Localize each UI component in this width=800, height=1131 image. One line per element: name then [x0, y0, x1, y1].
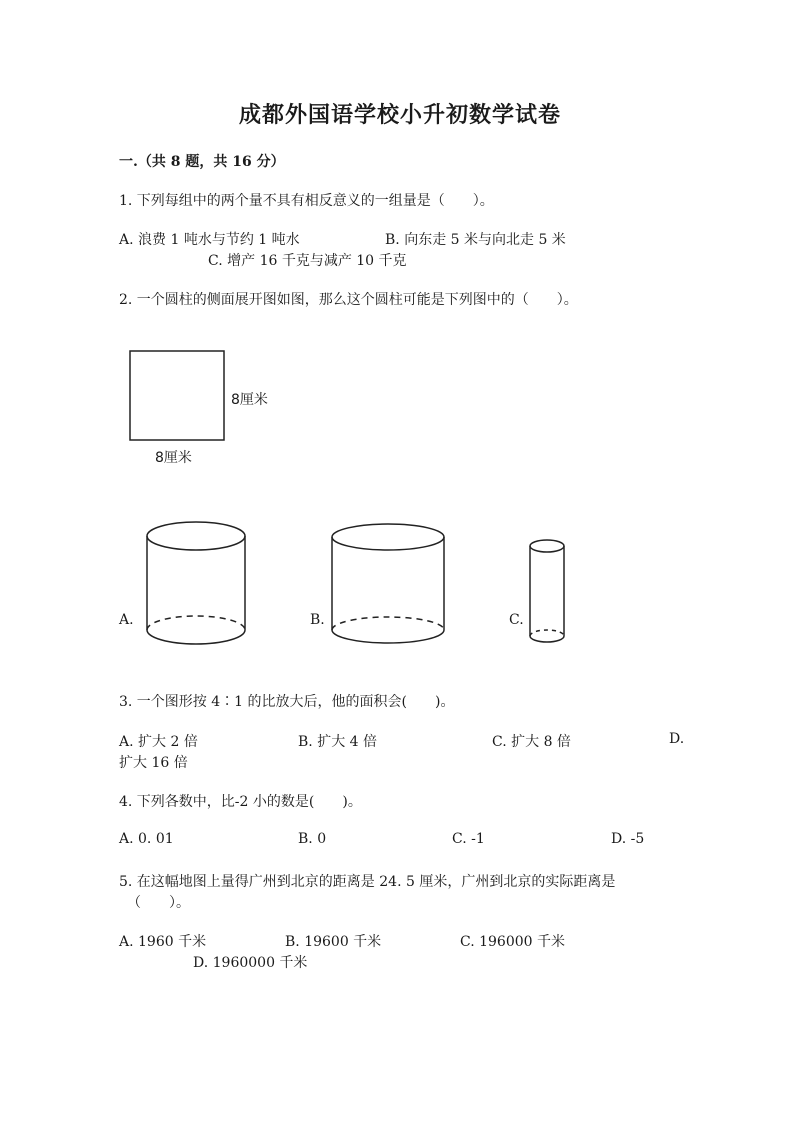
unfolded-side-square [130, 351, 224, 440]
question-2-option-b: B. [310, 612, 325, 628]
question-5-option-a: A. 1960 千米 [119, 934, 207, 950]
question-2-stem: 2. 一个圆柱的侧面展开图如图，那么这个圆柱可能是下列图中的（ ）。 [119, 292, 578, 308]
question-4-option-c: C. -1 [452, 831, 485, 847]
side-length-label: 8厘米 [231, 392, 268, 408]
cylinder-b-figure [332, 524, 444, 643]
question-1-stem: 1. 下列每组中的两个量不具有相反意义的一组量是（ ）。 [119, 193, 494, 209]
question-5-stem-line-2: （ ）。 [127, 895, 190, 911]
section-heading: 一.（共 8 题，共 16 分） [119, 154, 285, 170]
question-2-option-c: C. [509, 612, 524, 628]
question-3-option-a: A. 扩大 2 倍 [119, 734, 198, 750]
question-5-option-d: D. 1960000 千米 [193, 955, 308, 971]
question-3-option-d-text: 扩大 16 倍 [119, 755, 188, 771]
question-3-stem: 3. 一个图形按 4∶1 的比放大后，他的面积会( )。 [119, 694, 455, 710]
question-2-option-a: A. [119, 612, 134, 628]
question-1-option-a: A. 浪费 1 吨水与节约 1 吨水 [119, 232, 300, 248]
cylinder-a-figure [147, 522, 245, 644]
cylinder-c-figure [530, 540, 564, 642]
question-4-option-d: D. -5 [611, 831, 645, 847]
question-5-option-c: C. 196000 千米 [460, 934, 566, 950]
question-3-option-b: B. 扩大 4 倍 [298, 734, 377, 750]
question-3-option-c: C. 扩大 8 倍 [492, 734, 571, 750]
question-5-stem-line-1: 5. 在这幅地图上量得广州到北京的距离是 24. 5 厘米，广州到北京的实际距离是 [119, 874, 616, 890]
question-4-option-b: B. 0 [298, 831, 327, 847]
page-title: 成都外国语学校小升初数学试卷 [238, 102, 561, 128]
bottom-length-label: 8厘米 [155, 450, 192, 466]
question-3-option-d-prefix: D. [669, 731, 685, 747]
question-4-option-a: A. 0. 01 [119, 831, 174, 847]
question-1-option-b: B. 向东走 5 米与向北走 5 米 [385, 232, 566, 248]
question-5-option-b: B. 19600 千米 [285, 934, 382, 950]
question-1-option-c: C. 增产 16 千克与减产 10 千克 [208, 253, 407, 269]
question-4-stem: 4. 下列各数中，比-2 小的数是( )。 [119, 794, 362, 810]
